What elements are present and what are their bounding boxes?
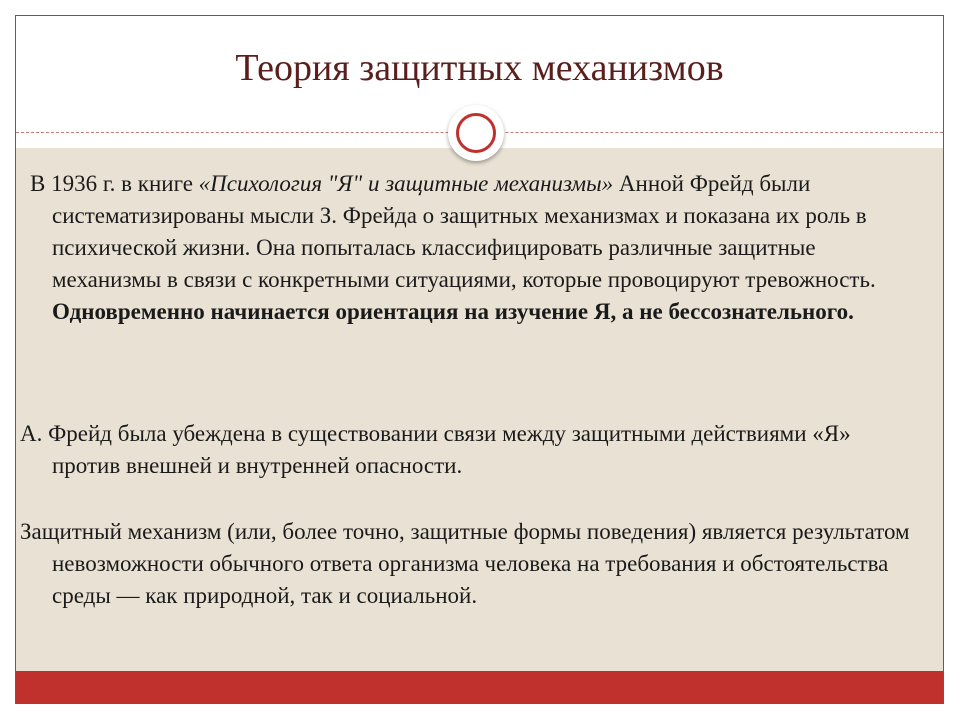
circle-ornament-icon xyxy=(448,105,504,161)
paragraph-1-text: Анной Фрейд были систематизированы мысли З. Фрейда о защитных механизмах и показана их роль в психической жизни. Она попыталась классифицировать различные защитные механизмы в связи с конкретными ситуациями, которые провоцируют тревожность. xyxy=(52,171,876,292)
book-title: «Психология "Я" и защитные механизмы» xyxy=(198,171,614,196)
slide-title: Теория защитных механизмов xyxy=(235,47,724,89)
footer-bar xyxy=(16,671,943,704)
paragraph-1 xyxy=(30,168,912,328)
paragraph-3: Защитный механизм (или, более точно, защитные формы поведения) является результатом невозможности обычного ответа организма человека на требования и обстоятельства среды — как природной, так и социальной. xyxy=(20,519,910,608)
paragraph-1-prefix: В 1936 г. в книге xyxy=(30,171,199,196)
paragraph-1-bold: Одновременно начинается ориентация на изучение Я, а не бессознательного. xyxy=(52,299,854,324)
paragraph-2: А. Фрейд была убеждена в существовании связи между защитными действиями «Я» против внешней и внутренней опасности. xyxy=(20,421,851,478)
